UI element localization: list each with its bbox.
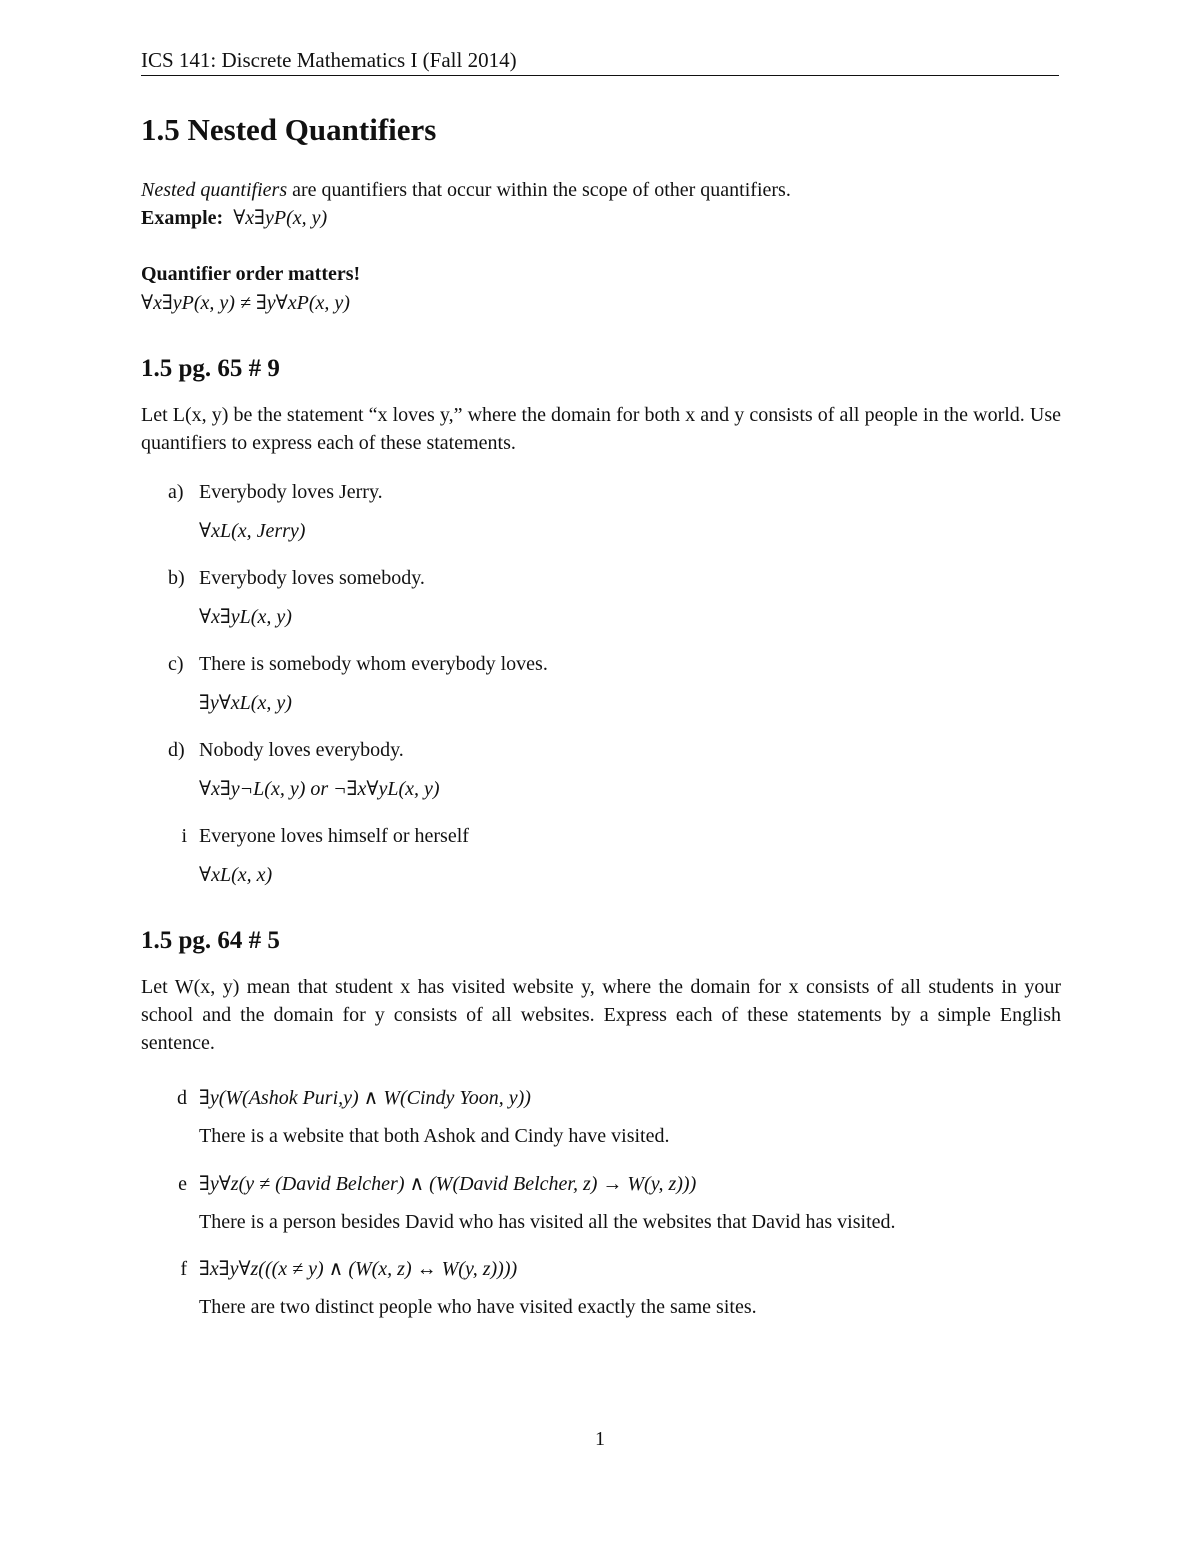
item-answer: ∃y∀xL(x, y): [199, 692, 292, 714]
order-expression: ∀x∃yP(x, y) ≠ ∃y∀xP(x, y): [141, 292, 350, 314]
example-label: Example:: [141, 207, 224, 229]
item-expression: ∃x∃y∀z(((x ≠ y) ∧ (W(x, z) ↔ W(y, z)))): [199, 1258, 518, 1280]
running-header: ICS 141: Discrete Mathematics I (Fall 2014): [141, 46, 1059, 76]
item-answer: ∀xL(x, Jerry): [199, 520, 306, 542]
section-heading-1: 1.5 pg. 65 # 9: [141, 355, 280, 382]
intro-rest: are quantifiers that occur within the scope of other quantifiers.: [287, 179, 791, 201]
item-answer: There is a website that both Ashok and Cindy have visited.: [199, 1125, 670, 1147]
list-item: [168, 1170, 1068, 1198]
list-item: [168, 1255, 1068, 1283]
item-label: f: [180, 1258, 187, 1280]
item-label: i: [181, 825, 187, 847]
item-answer: ∀x∃y¬L(x, y) or ¬∃x∀yL(x, y): [199, 778, 440, 800]
list-item: [168, 1084, 1068, 1112]
item-answer: ∀x∃yL(x, y): [199, 606, 292, 628]
section2-intro: Let W(x, y) mean that student x has visited website y, where the domain for x consists of all students in your school and the domain for y consists of all websites. Express each of these statements by a simple English sentence.: [141, 976, 1061, 1054]
order-heading: Quantifier order matters!: [141, 263, 361, 285]
item-label: a): [168, 481, 184, 503]
item-label: d: [177, 1087, 187, 1109]
item-label: d): [168, 739, 185, 761]
item-text: Everybody loves somebody.: [199, 567, 425, 589]
list-item: [168, 478, 1068, 506]
item-label: e: [178, 1173, 187, 1195]
example-expression: ∀x∃yP(x, y): [233, 207, 328, 229]
item-text: Nobody loves everybody.: [199, 739, 404, 761]
item-text: There is somebody whom everybody loves.: [199, 653, 548, 675]
item-expression: ∃y∀z(y ≠ (David Belcher) ∧ (W(David Belcher, z) → W(y, z))): [199, 1173, 697, 1195]
intro-example: [141, 204, 1061, 232]
section1-intro: Let L(x, y) be the statement “x loves y,” where the domain for both x and y consists of all people in the world. Use quantifiers to express each of these statements.: [141, 404, 1061, 454]
intro-definition: [141, 176, 1061, 204]
item-label: c): [168, 653, 184, 675]
item-answer: ∀xL(x, x): [199, 864, 273, 886]
list-item: [168, 822, 1068, 850]
item-text: Everyone loves himself or herself: [199, 825, 469, 847]
page-number: 1: [595, 1428, 605, 1450]
item-expression: ∃y(W(Ashok Puri,y) ∧ W(Cindy Yoon, y)): [199, 1087, 531, 1109]
item-answer: There is a person besides David who has visited all the websites that David has visited.: [199, 1211, 896, 1233]
intro-term: Nested quantifiers: [141, 179, 288, 201]
list-item: [168, 736, 1068, 764]
item-label: b): [168, 567, 185, 589]
page-title: 1.5 Nested Quantifiers: [141, 112, 437, 147]
item-text: Everybody loves Jerry.: [199, 481, 383, 503]
item-answer: There are two distinct people who have visited exactly the same sites.: [199, 1296, 757, 1318]
list-item: [168, 650, 1068, 678]
section-heading-2: 1.5 pg. 64 # 5: [141, 927, 280, 954]
list-item: [168, 564, 1068, 592]
